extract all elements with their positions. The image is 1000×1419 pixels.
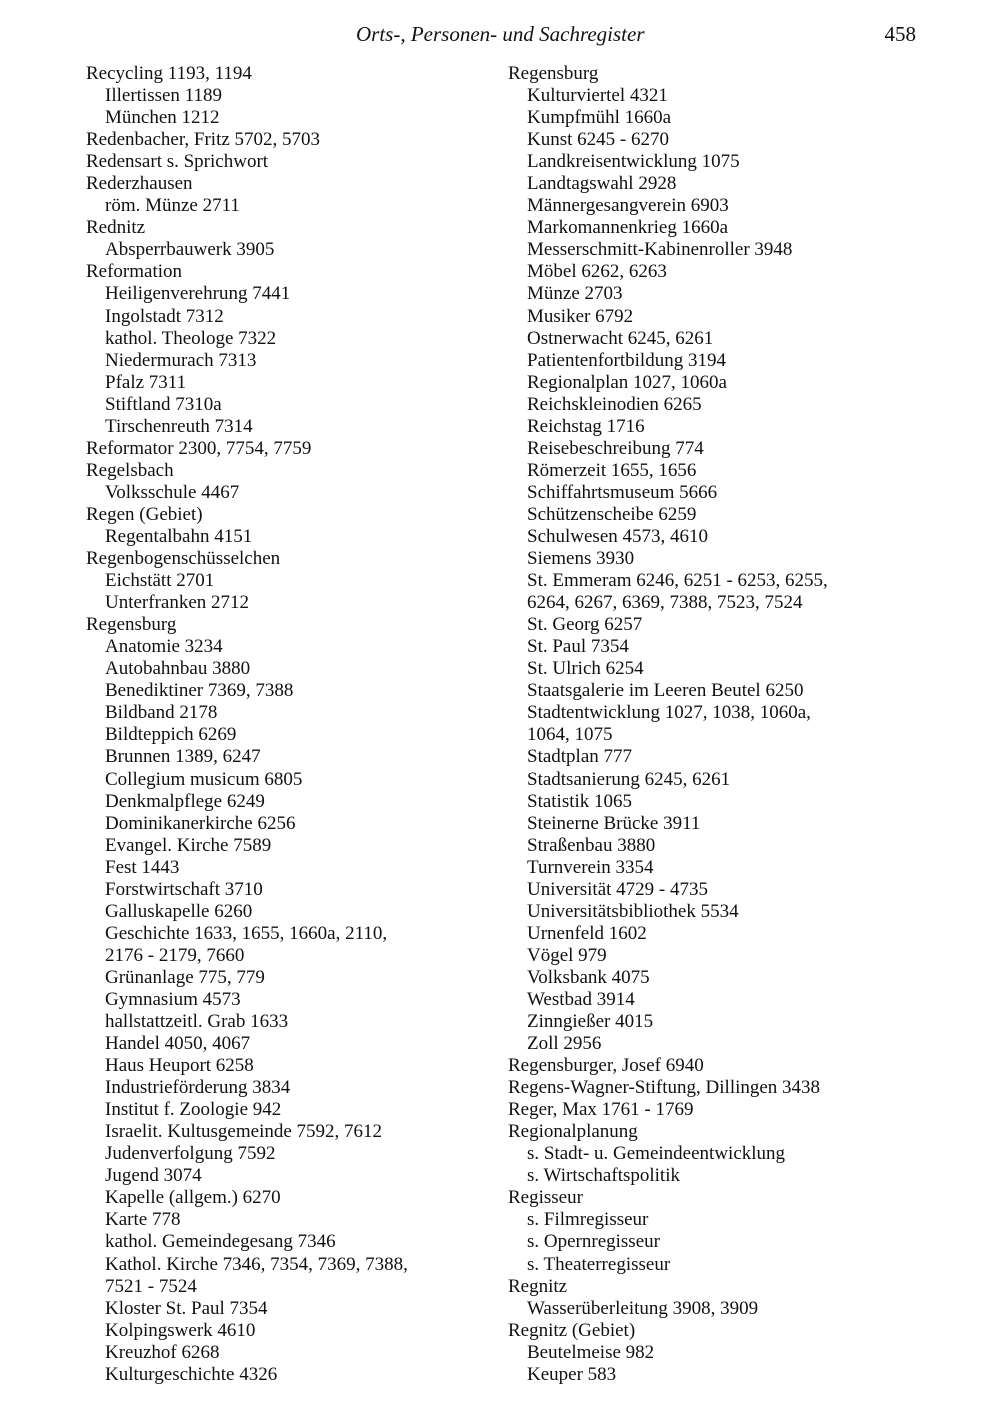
index-subentry: Geschichte 1633, 1655, 1660a, 2110, <box>105 922 388 944</box>
index-subentry: Schiffahrtsmuseum 5666 <box>527 481 718 503</box>
index-subentry: Patientenfortbildung 3194 <box>527 349 726 371</box>
index-subentry: Haus Heuport 6258 <box>105 1055 254 1077</box>
index-subentry: 1064, 1075 <box>527 724 613 746</box>
index-subentry: Regentalbahn 4151 <box>105 525 253 547</box>
index-subentry: Eichstätt 2701 <box>105 570 215 592</box>
index-subentry: Zinngießer 4015 <box>527 1011 654 1033</box>
index-subentry: Benediktiner 7369, 7388 <box>105 680 294 702</box>
index-subentry: Staatsgalerie im Leeren Beutel 6250 <box>527 680 804 702</box>
index-subentry: Vögel 979 <box>527 944 607 966</box>
index-subentry: Kreuzhof 6268 <box>105 1341 220 1363</box>
index-subentry: Grünanlage 775, 779 <box>105 966 265 988</box>
index-entry: Rederzhausen <box>86 173 193 195</box>
index-entry: Reger, Max 1761 - 1769 <box>508 1099 694 1121</box>
index-subentry: Westbad 3914 <box>527 988 635 1010</box>
index-subentry: Absperrbauwerk 3905 <box>105 239 275 261</box>
page-header-title: Orts-, Personen- und Sachregister <box>356 22 645 46</box>
index-subentry: Kulturviertel 4321 <box>527 85 668 107</box>
index-subentry: Münze 2703 <box>527 283 623 305</box>
index-subentry: Universität 4729 - 4735 <box>527 878 709 900</box>
index-subentry: Kathol. Kirche 7346, 7354, 7369, 7388, <box>105 1253 408 1275</box>
index-subentry: Statistik 1065 <box>527 790 633 812</box>
index-subentry: Stadtplan 777 <box>527 746 633 768</box>
index-subentry: röm. Münze 2711 <box>105 195 240 217</box>
index-subentry: Heiligenverehrung 7441 <box>105 283 291 305</box>
index-entry: Redenbacher, Fritz 5702, 5703 <box>86 129 321 151</box>
index-subentry: Turnverein 3354 <box>527 856 654 878</box>
index-subentry: Volksschule 4467 <box>105 481 240 503</box>
index-entry: Regensburg <box>86 614 177 636</box>
index-subentry: Reisebeschreibung 774 <box>527 437 704 459</box>
index-subentry: 2176 - 2179, 7660 <box>105 944 245 966</box>
index-subentry: Regionalplan 1027, 1060a <box>527 371 727 393</box>
index-subentry: s. Theaterregisseur <box>527 1253 671 1275</box>
index-subentry: 6264, 6267, 6369, 7388, 7523, 7524 <box>527 592 803 614</box>
index-subentry: Pfalz 7311 <box>105 371 187 393</box>
index-subentry: Schulwesen 4573, 4610 <box>527 525 709 547</box>
index-subentry: Ingolstadt 7312 <box>105 305 224 327</box>
page-number: 458 <box>884 22 916 46</box>
index-subentry: s. Opernregisseur <box>527 1231 660 1253</box>
index-entry: Rednitz <box>86 217 146 239</box>
index-subentry: s. Wirtschaftspolitik <box>527 1165 680 1187</box>
index-entry: Redensart s. Sprichwort <box>86 151 269 173</box>
index-subentry: Unterfranken 2712 <box>105 592 250 614</box>
index-subentry: St. Paul 7354 <box>527 636 629 658</box>
index-entry: Reformation <box>86 261 183 283</box>
index-subentry: Gymnasium 4573 <box>105 988 241 1010</box>
index-subentry: Kumpfmühl 1660a <box>527 107 672 129</box>
index-subentry: St. Ulrich 6254 <box>527 658 644 680</box>
index-subentry: s. Filmregisseur <box>527 1209 649 1231</box>
index-subentry: Keuper 583 <box>527 1363 617 1385</box>
index-subentry: Musiker 6792 <box>527 305 634 327</box>
index-subentry: Landkreisentwicklung 1075 <box>527 151 740 173</box>
index-entry: Recycling 1193, 1194 <box>86 63 252 84</box>
index-subentry: Möbel 6262, 6263 <box>527 261 667 283</box>
index-subentry: St. Emmeram 6246, 6251 - 6253, 6255, <box>527 570 828 592</box>
index-subentry: Kloster St. Paul 7354 <box>105 1297 268 1319</box>
index-subentry: Evangel. Kirche 7589 <box>105 834 272 856</box>
index-subentry: hallstattzeitl. Grab 1633 <box>105 1011 289 1033</box>
index-subentry: Handel 4050, 4067 <box>105 1033 251 1055</box>
index-subentry: Markomannenkrieg 1660a <box>527 217 729 239</box>
index-subentry: Forstwirtschaft 3710 <box>105 878 263 900</box>
index-subentry: Siemens 3930 <box>527 548 635 570</box>
index-subentry: Brunnen 1389, 6247 <box>105 746 261 768</box>
index-subentry: Straßenbau 3880 <box>527 834 656 856</box>
index-subentry: kathol. Gemeindegesang 7346 <box>105 1231 336 1253</box>
index-subentry: St. Georg 6257 <box>527 614 643 636</box>
index-entry: Regenbogenschüsselchen <box>86 548 281 570</box>
index-subentry: Beutelmeise 982 <box>527 1341 655 1363</box>
index-subentry: Autobahnbau 3880 <box>105 658 251 680</box>
index-entry: Regensburg <box>508 63 599 84</box>
index-subentry: Bildband 2178 <box>105 702 218 724</box>
index-subentry: Stadtsanierung 6245, 6261 <box>527 768 731 790</box>
index-subentry: München 1212 <box>105 107 220 129</box>
index-subentry: Denkmalpflege 6249 <box>105 790 265 812</box>
index-subentry: Volksbank 4075 <box>527 966 650 988</box>
index-subentry: Bildteppich 6269 <box>105 724 237 746</box>
index-entry: Regensburger, Josef 6940 <box>508 1055 704 1077</box>
running-head <box>0 18 1000 50</box>
index-subentry: Römerzeit 1655, 1656 <box>527 459 697 481</box>
index-subentry: Reichstag 1716 <box>527 415 645 437</box>
index-subentry: Steinerne Brücke 3911 <box>527 812 701 834</box>
index-subentry: Zoll 2956 <box>527 1033 602 1055</box>
index-subentry: 7521 - 7524 <box>105 1275 197 1297</box>
index-subentry: Universitätsbibliothek 5534 <box>527 900 739 922</box>
index-subentry: Karte 778 <box>105 1209 181 1231</box>
index-subentry: Wasserüberleitung 3908, 3909 <box>527 1297 759 1319</box>
index-column-right <box>508 63 928 1386</box>
index-entry: Regisseur <box>508 1187 583 1209</box>
index-subentry: Stiftland 7310a <box>105 393 222 415</box>
index-subentry: Israelit. Kultusgemeinde 7592, 7612 <box>105 1121 383 1143</box>
index-subentry: Collegium musicum 6805 <box>105 768 303 790</box>
index-subentry: Fest 1443 <box>105 856 180 878</box>
index-entry: Regens-Wagner-Stiftung, Dillingen 3438 <box>508 1077 821 1099</box>
index-subentry: Urnenfeld 1602 <box>527 922 647 944</box>
index-subentry: Niedermurach 7313 <box>105 349 257 371</box>
index-subentry: Landtagswahl 2928 <box>527 173 677 195</box>
index-subentry: Dominikanerkirche 6256 <box>105 812 296 834</box>
index-subentry: Kunst 6245 - 6270 <box>527 129 669 151</box>
index-entry: Reformator 2300, 7754, 7759 <box>86 437 312 459</box>
index-subentry: kathol. Theologe 7322 <box>105 327 277 349</box>
index-subentry: Stadtentwicklung 1027, 1038, 1060a, <box>527 702 811 724</box>
index-subentry: Judenverfolgung 7592 <box>105 1143 276 1165</box>
index-entry: Regelsbach <box>86 459 174 481</box>
index-subentry: Galluskapelle 6260 <box>105 900 253 922</box>
index-subentry: Reichskleinodien 6265 <box>527 393 702 415</box>
index-entry: Regionalplanung <box>508 1121 638 1143</box>
index-subentry: Illertissen 1189 <box>105 85 222 107</box>
index-subentry: Kolpingswerk 4610 <box>105 1319 256 1341</box>
index-entry: Regnitz (Gebiet) <box>508 1319 636 1341</box>
index-subentry: s. Stadt- u. Gemeindeentwicklung <box>527 1143 786 1165</box>
index-entry: Regen (Gebiet) <box>86 503 203 525</box>
index-subentry: Jugend 3074 <box>105 1165 202 1187</box>
index-subentry: Anatomie 3234 <box>105 636 223 658</box>
index-subentry: Männergesangverein 6903 <box>527 195 729 217</box>
index-subentry: Schützenscheibe 6259 <box>527 503 697 525</box>
index-subentry: Kulturgeschichte 4326 <box>105 1363 278 1385</box>
index-subentry: Industrieförderung 3834 <box>105 1077 291 1099</box>
index-subentry: Tirschenreuth 7314 <box>105 415 253 437</box>
index-subentry: Kapelle (allgem.) 6270 <box>105 1187 281 1209</box>
index-column-left <box>86 63 506 1386</box>
index-subentry: Messerschmitt-Kabinenroller 3948 <box>527 239 793 261</box>
index-subentry: Ostnerwacht 6245, 6261 <box>527 327 714 349</box>
index-subentry: Institut f. Zoologie 942 <box>105 1099 282 1121</box>
index-entry: Regnitz <box>508 1275 568 1297</box>
